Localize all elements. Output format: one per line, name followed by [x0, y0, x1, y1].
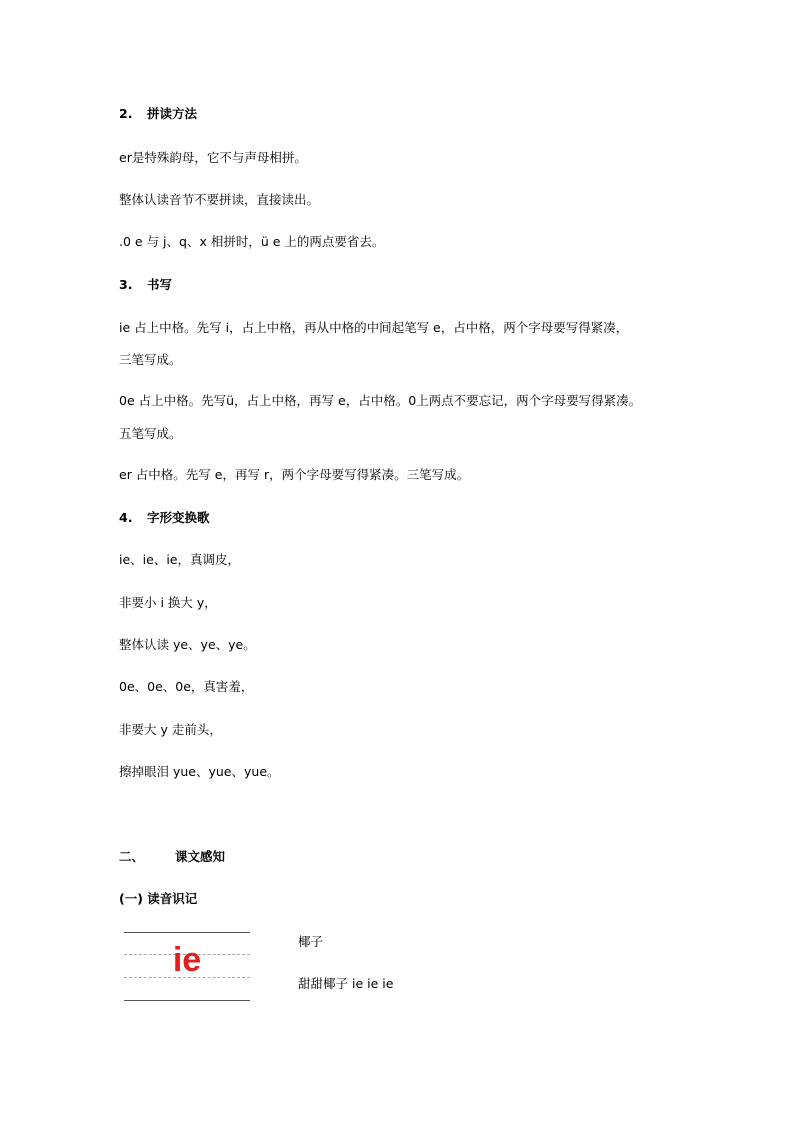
part-number: 二、 — [119, 849, 145, 864]
song-line: 擦掉眼泪 yue、yue、yue。 — [119, 764, 280, 779]
pinyin-letters: ie — [172, 941, 202, 979]
section-title: 书写 — [147, 277, 173, 292]
paragraph-ue-rule: .0 e 与 j、q、x 相拼时，ü e 上的两点要省去。 — [119, 234, 385, 249]
section-heading-3 — [119, 275, 172, 293]
section-title: 拼读方法 — [147, 106, 198, 121]
section-heading-4 — [119, 508, 210, 526]
paragraph-er-special: er是特殊韵母，它不与声母相拼。 — [119, 150, 307, 165]
paragraph-ie-write-line1: ie 占上中格。先写 i，占上中格，再从中格的中间起笔写 e，占中格，两个字母要写得紧凑， — [119, 320, 629, 335]
vocabulary-phrase: 甜甜椰子 ie ie ie — [298, 976, 394, 991]
section-heading-2 — [119, 104, 197, 122]
section-title: 字形变换歌 — [147, 510, 210, 525]
song-line: ie、ie、ie，真调皮， — [119, 552, 240, 567]
section-number: 3. — [119, 277, 133, 292]
paragraph-ue-write-line2: 五笔写成。 — [119, 426, 182, 441]
song-line: 0e、0e、0e，真害羞， — [119, 679, 254, 694]
subheading-reading: (一) 读音识记 — [119, 891, 198, 906]
grid-line-top — [124, 932, 250, 933]
pinyin-writing-grid — [124, 930, 250, 1002]
section-number: 4. — [119, 510, 133, 525]
vocabulary-word: 椰子 — [298, 934, 324, 949]
paragraph-ie-write-line2: 三笔写成。 — [119, 352, 182, 367]
grid-line-bottom — [124, 1000, 250, 1001]
part-heading-2 — [119, 847, 225, 865]
song-line: 整体认读 ye、ye、ye。 — [119, 637, 256, 652]
paragraph-whole-syllable: 整体认读音节不要拼读，直接读出。 — [119, 192, 320, 207]
paragraph-er-write: er 占中格。先写 e，再写 r，两个字母要写得紧凑。三笔写成。 — [119, 467, 470, 482]
song-line: 非要大 y 走前头， — [119, 722, 222, 737]
part-title: 课文感知 — [175, 849, 226, 864]
section-number: 2. — [119, 106, 133, 121]
paragraph-ue-write-line1: 0e 占上中格。先写ü，占上中格，再写 e，占中格。0上两点不要忘记，两个字母要写得紧凑。 — [119, 393, 642, 408]
song-line: 非要小 i 换大 y， — [119, 595, 217, 610]
